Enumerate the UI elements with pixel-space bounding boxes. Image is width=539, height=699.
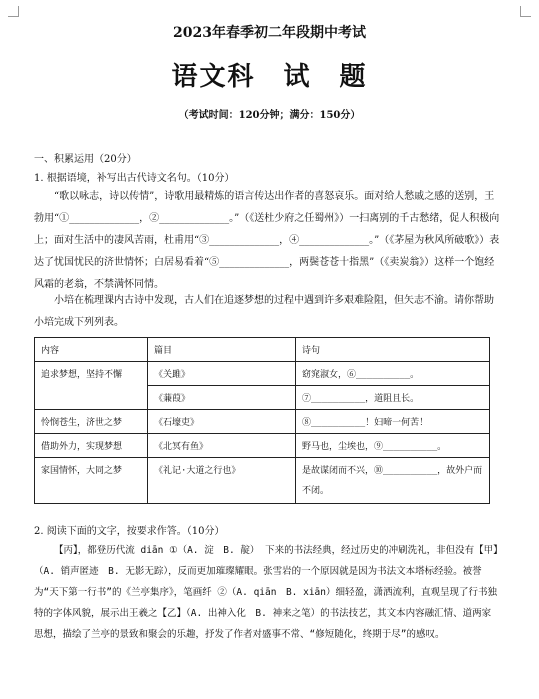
table-cell-title: 《蒹葭》 [148,386,296,410]
page-corner-mark-right [520,6,531,17]
question-1-intro: 1. 根据语境，补写出古代诗文名句。（10分） [34,173,235,184]
question-1-paragraph: “歌以咏志，诗以传情”，诗歌用最精炼的语言传达出作者的喜怒哀乐。面对给人愁戚之感的送别，王勃用“①______________，②______________。”（《送杜少府之任蜀州》）一扫离别的千古愁绪，促人积极向上；面对生活中的凄风苦雨，杜甫用“③______________，④______________。”（《茅屋为秋风所破歌》）表达了忧国忧民的济世情怀；白居易看着“⑤______________，两鬓苍苍十指黑”（《卖炭翁》）这样一个饱经风霜的老翁，不禁满怀同情。 [34,191,500,290]
table-cell-content: 借助外力，实现梦想 [35,434,148,458]
poem-table [34,337,490,504]
table-cell-verse: 野马也，尘埃也，⑨__________。 [296,434,490,458]
table-row [35,434,490,458]
table-header-cell: 篇目 [148,338,296,362]
table-cell-title: 《关雎》 [148,362,296,386]
table-cell-content: 追求梦想，坚持不懈 [35,362,148,410]
table-header-cell: 诗句 [296,338,490,362]
table-cell-title: 《北冥有鱼》 [148,434,296,458]
table-row [35,410,490,434]
question-2-intro: 2. 阅读下面的文字，按要求作答。（10分） [34,526,225,537]
table-cell-verse: ⑧__________！妇啼一何苦！ [296,410,490,434]
exam-info: （考试时间：120分钟；满分：150分） [178,110,361,121]
subject-heading: 语文科 试 题 [171,62,368,92]
table-cell-verse: ⑦__________，道阻且长。 [296,386,490,410]
table-row [35,458,490,504]
table-cell-content: 怜悯苍生，济世之梦 [35,410,148,434]
table-header-row [35,338,490,362]
page-corner-mark-left [8,6,19,17]
question-1-table-intro: 小培在梳理课内古诗中发现，古人们在追逐梦想的过程中遇到许多艰难险阻，但矢志不渝。请你帮助小培完成下列列表。 [34,295,494,328]
question-2-passage: 【丙】，都登历代流 diān ①（A. 淀 B. 靛） 下来的书法经典，经过历史的冲刷洗礼，非但没有【甲】（A. 销声匿迹 B. 无影无踪），反而更加璀璨耀眼。张雪岩的一个原因就是因为书法文本塔标经验。被誉为“天下第一行书”的《兰亭集序》，笔画纤 ②（A. qiān B. xiān）细轻盈，潇洒流利，直观呈现了行书独特的字体风貌，展示出王羲之【乙】（A. 出神入化 B. 神来之笔）的书法技艺，其文本内容融汇情、道两家思想，描绘了兰亭的景致和聚会的乐趣，抒发了作者对盛事不常、“修短随化，终期于尽”的感叹。 [34,545,498,640]
table-cell-title: 《石壕吏》 [148,410,296,434]
table-cell-verse: 是故谋闭而不兴，⑩__________，故外户而不闭。 [296,458,490,504]
table-cell-content: 家国情怀，大同之梦 [35,458,148,504]
table-cell-verse: 窈窕淑女，⑥__________。 [296,362,490,386]
table-row [35,362,490,386]
exam-title: 2023年春季初二年段期中考试 [173,25,366,41]
section-heading: 一、积累运用（20分） [34,154,137,165]
table-header-cell: 内容 [35,338,148,362]
table-cell-title: 《礼记·大道之行也》 [148,458,296,504]
